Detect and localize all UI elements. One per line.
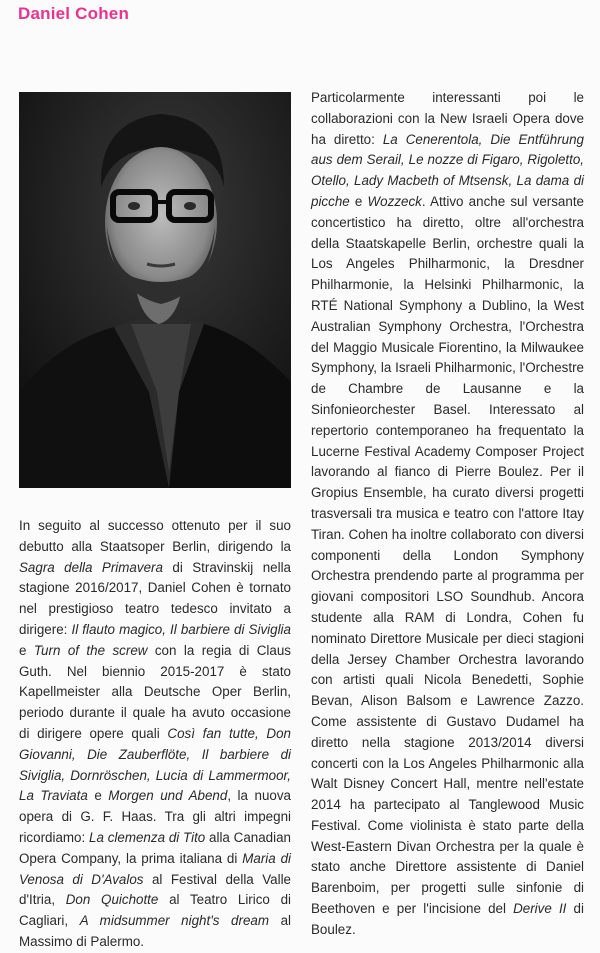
text-run: al Teatro Lirico di Cagliari,	[19, 892, 291, 929]
italic-title: A midsummer night's dream	[79, 913, 269, 929]
italic-title: Turn of the screw	[33, 642, 148, 658]
text-run: al Massimo di Palermo.	[19, 913, 291, 949]
italic-title: Morgen und Abend	[108, 788, 228, 804]
italic-title: Don Quichotte	[65, 892, 159, 908]
italic-title: Maria di Venosa di D'Avalos	[19, 850, 291, 887]
text-run: . Attivo anche sul versante concertistico ha diretto, oltre all'orchestra della Staatskapelle Berlin, orchestre quali la Los Angeles Philharmonic, la Dresdner Philharmonie, la Helsinki Philharmonic, la RTÉ National Symphony a Dublino, la West Australian Symphony Orchestra, l'Orchestra del Maggio Musicale Fiorentino, la Milwaukee Symphony, la Israeli Philharmonic, l'Orchestre de Chambre de Lausanne e la Sinfonieorchester Basel. Interessato al repertorio contemporaneo ha frequentato la Lucerne Festival Academy Composer Project lavorando al fianco di Pierre Boulez. Per il Gropius Ensemble, ha curato diversi progetti trasversali tra musica e teatro con l'attore Itay Tiran. Cohen ha inoltre collaborato con diversi componenti della London Symphony Orchestra prendendo parte al programma per giovani compositori LSO Soundhub. Ancora studente alla RAM di Londra, Cohen fu nominato Direttore Musicale per dieci stagioni della Jersey Chamber Orchestra lavorando con artisti quali Nicola Benedetti, Sophie Bevan, Alison Balsom e Lawrence Zazzo. Come assistente di Gustavo Dudamel ha diretto nella stagione 2013/2014 diversi concerti con la Los Angeles Philharmonic alla Walt Disney Concert Hall, mentre nell'estate 2014 ha partecipato al Tanglewood Music Festival. Come violinista è stato parte della West-Eastern Divan Orchestra per la quale è stato anche Direttore assistente di Daniel Barenboim, per progetti sulle sinfonie di Beethoven e per l'incisione del	[311, 193, 584, 917]
page-title: Daniel Cohen	[18, 4, 130, 23]
text-run: di Boulez.	[311, 901, 584, 937]
text-run: al Festival della Valle d'Itria,	[19, 871, 291, 908]
text-run: , la nuova opera di G. F. Haas. Tra gli altri impegni ricordiamo:	[19, 788, 291, 845]
italic-title: La clemenza di Tito	[89, 829, 206, 845]
italic-title: Wozzeck	[367, 193, 422, 209]
biography-paragraph-1	[19, 516, 291, 953]
text-run: con la regia di Claus Guth. Nel biennio 2015-2017 è stato Kapellmeister alla Deutsche Oper Berlin, periodo durante il quale ha avuto occasione di dirigere opere quali	[19, 642, 291, 741]
text-run: e	[349, 193, 368, 209]
text-run: In seguito al successo ottenuto per il suo debutto alla Staatsoper Berlin, dirigendo la	[19, 518, 291, 554]
italic-title: Derive II	[513, 901, 567, 917]
text-run: e	[87, 788, 109, 804]
italic-title: Sagra della Primavera	[19, 559, 163, 575]
italic-title: La Cenerentola, Die Entführung aus dem Serail, Le nozze di Figaro, Rigoletto, Otello, Lady Macbeth of Mtsensk, La dama di picche	[311, 131, 584, 209]
text-run: e	[19, 642, 34, 658]
portrait-image	[19, 92, 291, 488]
left-column-text	[19, 516, 291, 953]
text-run: di Stravinskij nella stagione 2016/2017, Daniel Cohen è tornato nel prestigioso teatro tedesco invitato a dirigere:	[19, 559, 291, 637]
text-run: Particolarmente interessanti poi le collaborazioni con la New Israeli Opera dove ha diretto:	[311, 90, 584, 147]
biography-paragraph-2	[311, 88, 584, 941]
right-column-text	[311, 88, 584, 941]
text-run: alla Canadian Opera Company, la prima italiana di	[19, 829, 291, 866]
portrait-photo	[19, 92, 291, 488]
italic-title: Il flauto magico, Il barbiere di Siviglia	[71, 621, 291, 637]
italic-title: Così fan tutte, Don Giovanni, Die Zauberflöte, Il barbiere di Siviglia, Dornröschen, Lucia di Lammermoor, La Traviata	[19, 725, 291, 804]
